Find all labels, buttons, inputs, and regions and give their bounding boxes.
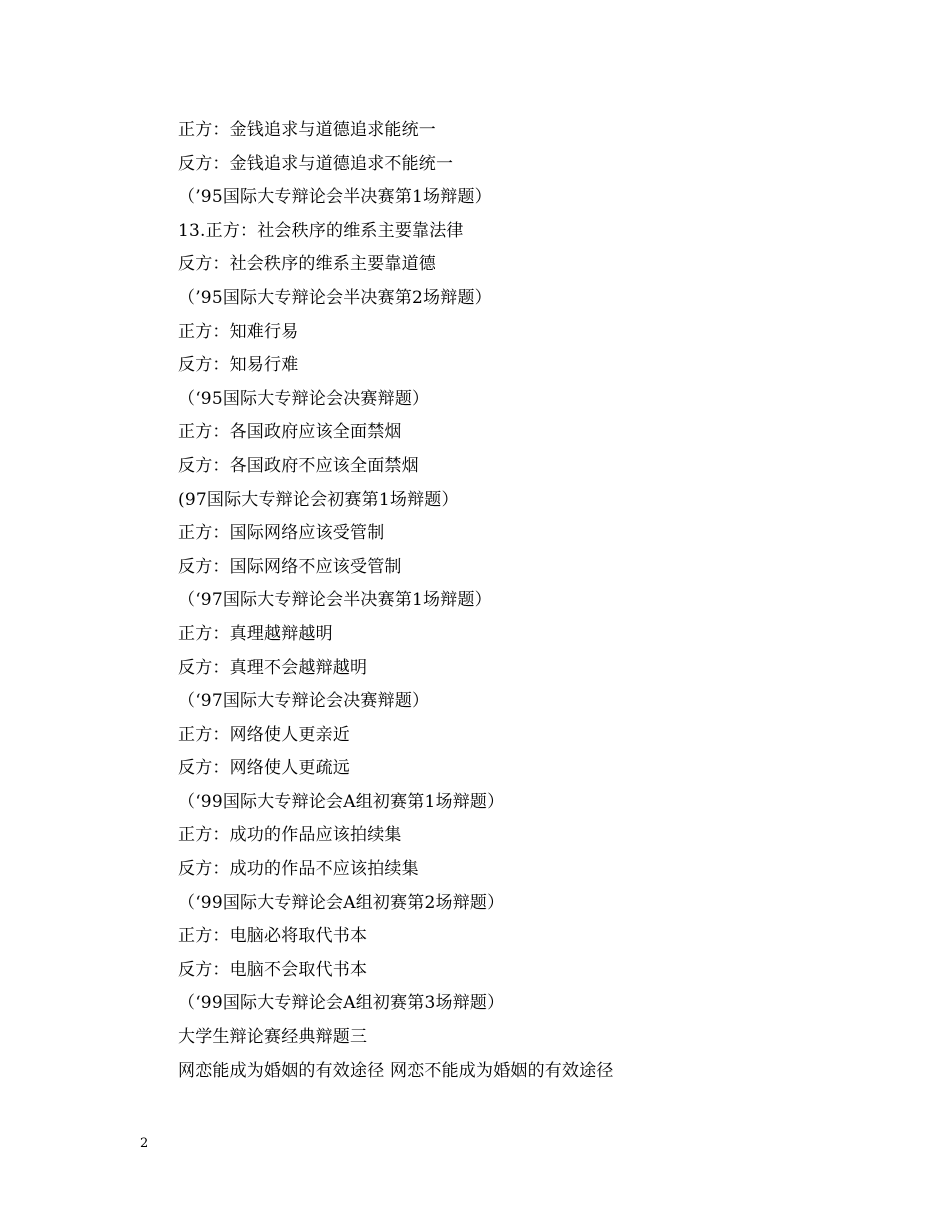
text-line: （‘95国际大专辩论会决赛辩题）	[178, 388, 430, 409]
text-line: 正方：各国政府应该全面禁烟	[178, 422, 402, 443]
text-line: （‘99国际大专辩论会A组初赛第1场辩题）	[178, 791, 505, 812]
text-line: 正方：国际网络应该受管制	[178, 523, 385, 544]
text-line: （’95国际大专辩论会半决赛第1场辩题）	[178, 187, 492, 208]
text-line: 反方：网络使人更疏远	[178, 758, 350, 779]
text-line: 反方：知易行难	[178, 355, 299, 376]
text-line: 反方：国际网络不应该受管制	[178, 556, 402, 577]
text-line: （‘99国际大专辩论会A组初赛第3场辩题）	[178, 993, 505, 1014]
text-line: 反方：金钱追求与道德追求不能统一	[178, 153, 454, 174]
document-body	[178, 114, 878, 1088]
text-line: 正方：金钱追求与道德追求能统一	[178, 120, 436, 140]
text-line: 正方：成功的作品应该拍续集	[178, 825, 402, 846]
section-heading: 大学生辩论赛经典辩题三	[178, 1027, 368, 1048]
text-line: 正方：电脑必将取代书本	[178, 926, 368, 947]
text-line: 正方：知难行易	[178, 321, 299, 342]
text-line: (97国际大专辩论会初赛第1场辩题）	[178, 489, 459, 510]
text-line: 网恋能成为婚姻的有效途径 网恋不能成为婚姻的有效途径	[178, 1060, 614, 1081]
text-line: 反方：真理不会越辩越明	[178, 657, 368, 678]
text-line: 反方：社会秩序的维系主要靠道德	[178, 254, 436, 275]
text-line: 正方：网络使人更亲近	[178, 724, 350, 745]
text-line: （‘97国际大专辩论会半决赛第1场辩题）	[178, 590, 492, 611]
text-line: 反方：电脑不会取代书本	[178, 959, 368, 980]
text-line: （’95国际大专辩论会半决赛第2场辩题）	[178, 287, 492, 308]
text-line: 反方：成功的作品不应该拍续集	[178, 859, 419, 880]
text-line: （‘99国际大专辩论会A组初赛第2场辩题）	[178, 892, 505, 913]
text-line: 正方：真理越辩越明	[178, 623, 333, 644]
text-line: 13.正方：社会秩序的维系主要靠法律	[178, 220, 464, 241]
text-line: 反方：各国政府不应该全面禁烟	[178, 455, 419, 476]
page-number: 2	[140, 1136, 149, 1151]
text-line: （‘97国际大专辩论会决赛辩题）	[178, 691, 430, 712]
